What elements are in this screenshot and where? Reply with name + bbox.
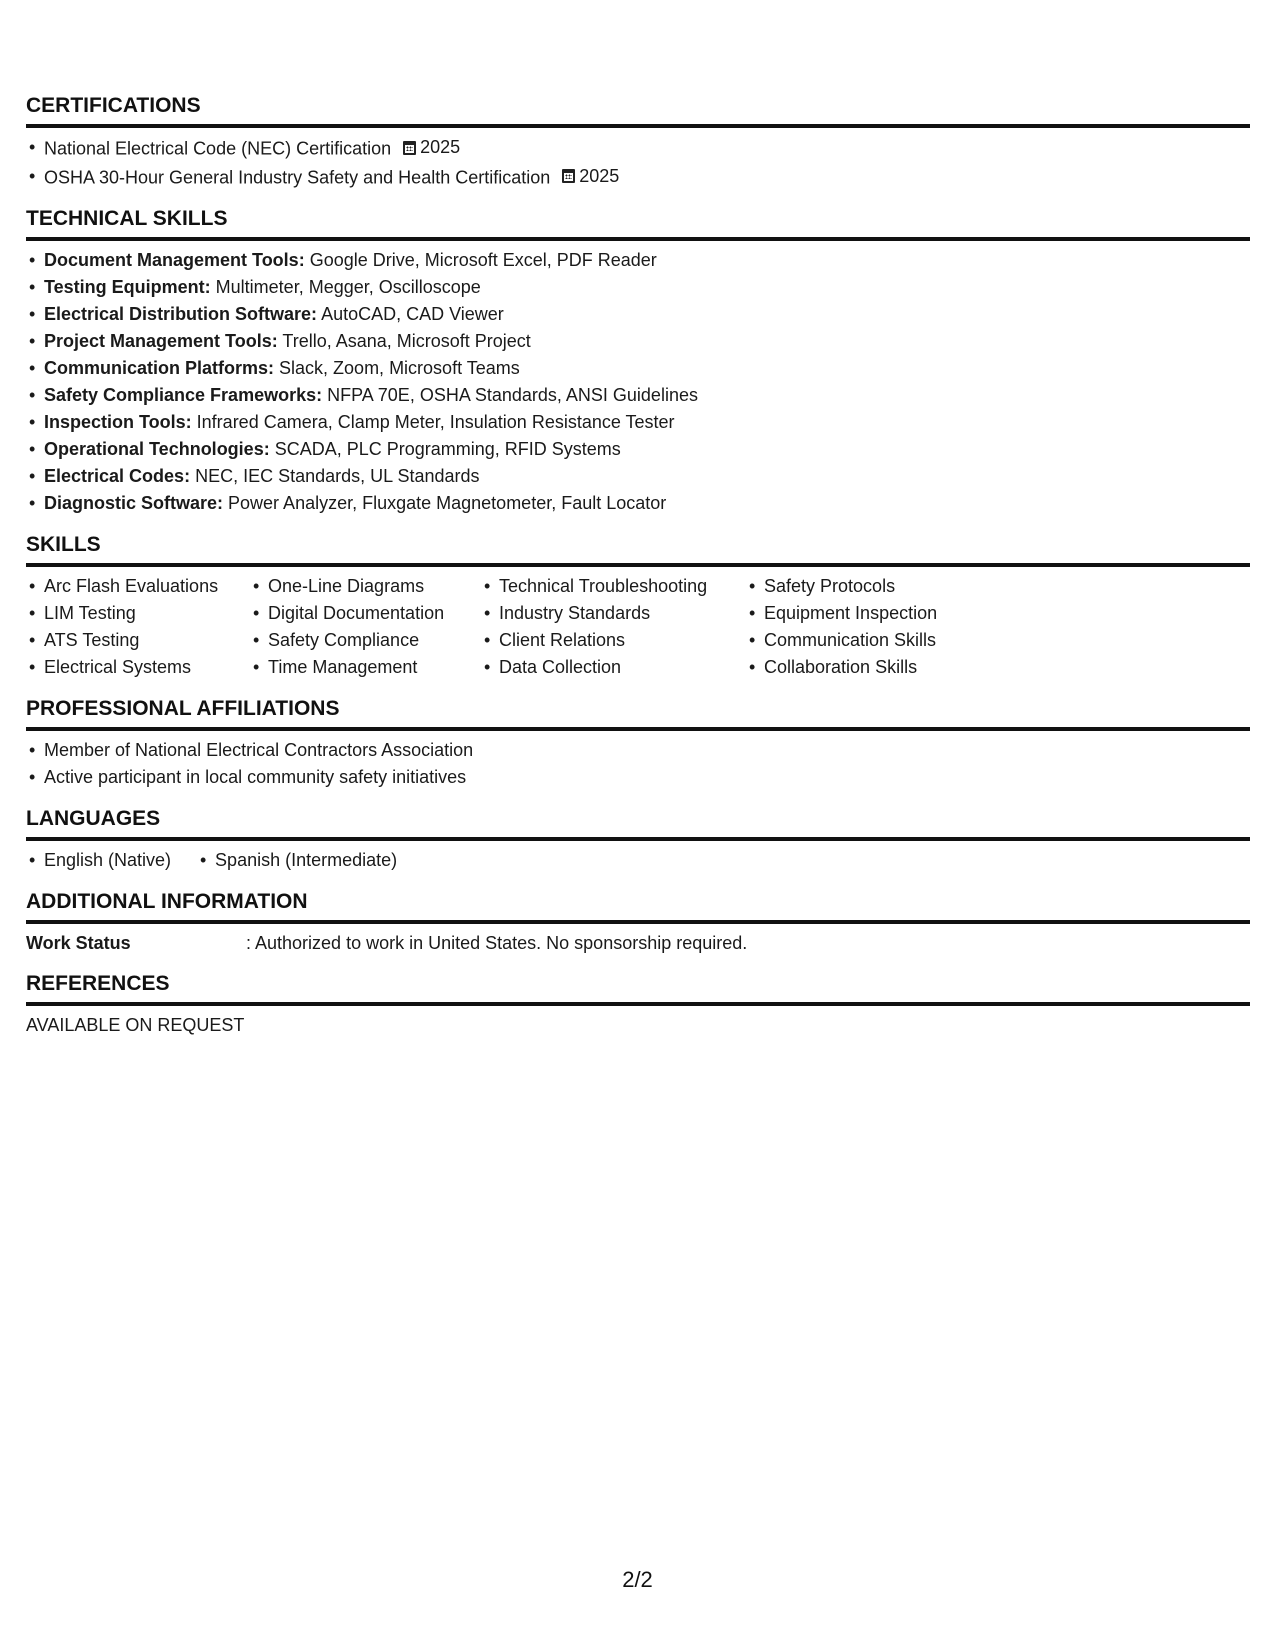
references-heading: REFERENCES <box>26 970 1250 1006</box>
work-status-value: : Authorized to work in United States. No sponsorship required. <box>246 933 748 953</box>
skill-category: Electrical Codes: <box>44 466 191 486</box>
skill-item: • Safety Compliance <box>250 627 481 654</box>
affiliation-item: • Member of National Electrical Contractors Association <box>26 737 1250 764</box>
affiliations-list <box>26 737 1250 791</box>
skill-values: Multimeter, Megger, Oscilloscope <box>210 277 481 297</box>
technical-skill-item <box>26 382 1250 409</box>
skill-category: Operational Technologies: <box>44 439 270 459</box>
technical-skill-item <box>26 409 1250 436</box>
certifications-heading: CERTIFICATIONS <box>26 92 1250 128</box>
technical-skill-item <box>26 490 1250 517</box>
skill-values: Slack, Zoom, Microsoft Teams <box>274 358 520 378</box>
skill-item: • Data Collection <box>481 654 746 681</box>
technical-skill-item <box>26 274 1250 301</box>
skill-values: AutoCAD, CAD Viewer <box>317 304 504 324</box>
certification-date: 2025 <box>579 165 620 186</box>
page-number: 2/2 <box>622 1567 653 1592</box>
languages-heading: LANGUAGES <box>26 805 1250 841</box>
technical-skills-section <box>26 205 1250 517</box>
calendar-icon <box>562 169 575 183</box>
skill-values: Power Analyzer, Fluxgate Magnetometer, Fault Locator <box>223 493 667 513</box>
technical-skill-item <box>26 247 1250 274</box>
skill-item: • Communication Skills <box>746 627 1006 654</box>
skill-item: • Time Management <box>250 654 481 681</box>
additional-info-heading: ADDITIONAL INFORMATION <box>26 888 1250 924</box>
skill-item: • Digital Documentation <box>250 600 481 627</box>
certification-item <box>26 134 1250 163</box>
technical-skills-heading: TECHNICAL SKILLS <box>26 205 1250 241</box>
certification-name: OSHA 30-Hour General Industry Safety and Health Certification <box>44 167 551 187</box>
skill-category: Testing Equipment: <box>44 277 211 297</box>
affiliations-heading: PROFESSIONAL AFFILIATIONS <box>26 695 1250 731</box>
skill-values: Trello, Asana, Microsoft Project <box>277 331 531 351</box>
skills-column <box>746 573 1006 681</box>
skill-item: • Industry Standards <box>481 600 746 627</box>
skill-item: • Client Relations <box>481 627 746 654</box>
technical-skills-list <box>26 247 1250 517</box>
work-status-row <box>26 930 1250 956</box>
skills-heading: SKILLS <box>26 531 1250 567</box>
technical-skill-item <box>26 463 1250 490</box>
technical-skill-item <box>26 328 1250 355</box>
skill-item: • Electrical Systems <box>26 654 250 681</box>
skill-item: • Collaboration Skills <box>746 654 1006 681</box>
skill-category: Document Management Tools: <box>44 250 305 270</box>
technical-skill-item <box>26 355 1250 382</box>
skills-column <box>250 573 481 681</box>
skills-section <box>26 531 1250 681</box>
skill-category: Electrical Distribution Software: <box>44 304 318 324</box>
work-status-label: Work Status <box>26 933 131 953</box>
skill-item: • Equipment Inspection <box>746 600 1006 627</box>
references-text: AVAILABLE ON REQUEST <box>26 1015 245 1035</box>
affiliation-item: • Active participant in local community safety initiatives <box>26 764 1250 791</box>
language-item: • English (Native) <box>26 847 171 874</box>
skill-item: • LIM Testing <box>26 600 250 627</box>
languages-section <box>26 805 1250 874</box>
skill-values: SCADA, PLC Programming, RFID Systems <box>269 439 621 459</box>
skill-values: NFPA 70E, OSHA Standards, ANSI Guidelines <box>322 385 698 405</box>
certifications-section <box>26 92 1250 191</box>
skills-column <box>481 573 746 681</box>
certifications-list <box>26 134 1250 191</box>
references-section <box>26 970 1250 1038</box>
skill-values: NEC, IEC Standards, UL Standards <box>190 466 480 486</box>
language-item: • Spanish (Intermediate) <box>197 847 397 874</box>
technical-skill-item <box>26 436 1250 463</box>
skill-category: Communication Platforms: <box>44 358 275 378</box>
certification-date: 2025 <box>420 137 461 157</box>
skills-column <box>26 573 250 681</box>
skill-item: • Safety Protocols <box>746 573 1006 600</box>
skill-values: Google Drive, Microsoft Excel, PDF Reader <box>304 250 657 270</box>
additional-info-section <box>26 888 1250 956</box>
skills-grid <box>26 573 1250 681</box>
calendar-icon <box>403 141 416 155</box>
skill-item: • Technical Troubleshooting <box>481 573 746 600</box>
resume-page <box>26 92 1250 1052</box>
affiliations-section <box>26 695 1250 791</box>
technical-skill-item <box>26 301 1250 328</box>
certification-item <box>26 163 1250 192</box>
languages-list <box>26 847 1250 874</box>
skill-category: Project Management Tools: <box>44 331 278 351</box>
skill-item: • Arc Flash Evaluations <box>26 573 250 600</box>
skill-category: Diagnostic Software: <box>44 493 224 513</box>
skill-category: Safety Compliance Frameworks: <box>44 385 323 405</box>
skill-values: Infrared Camera, Clamp Meter, Insulation Resistance Tester <box>191 412 675 432</box>
certification-name: National Electrical Code (NEC) Certification <box>44 138 392 159</box>
skill-item: • One-Line Diagrams <box>250 573 481 600</box>
skill-category: Inspection Tools: <box>44 412 192 432</box>
skill-item: • ATS Testing <box>26 627 250 654</box>
